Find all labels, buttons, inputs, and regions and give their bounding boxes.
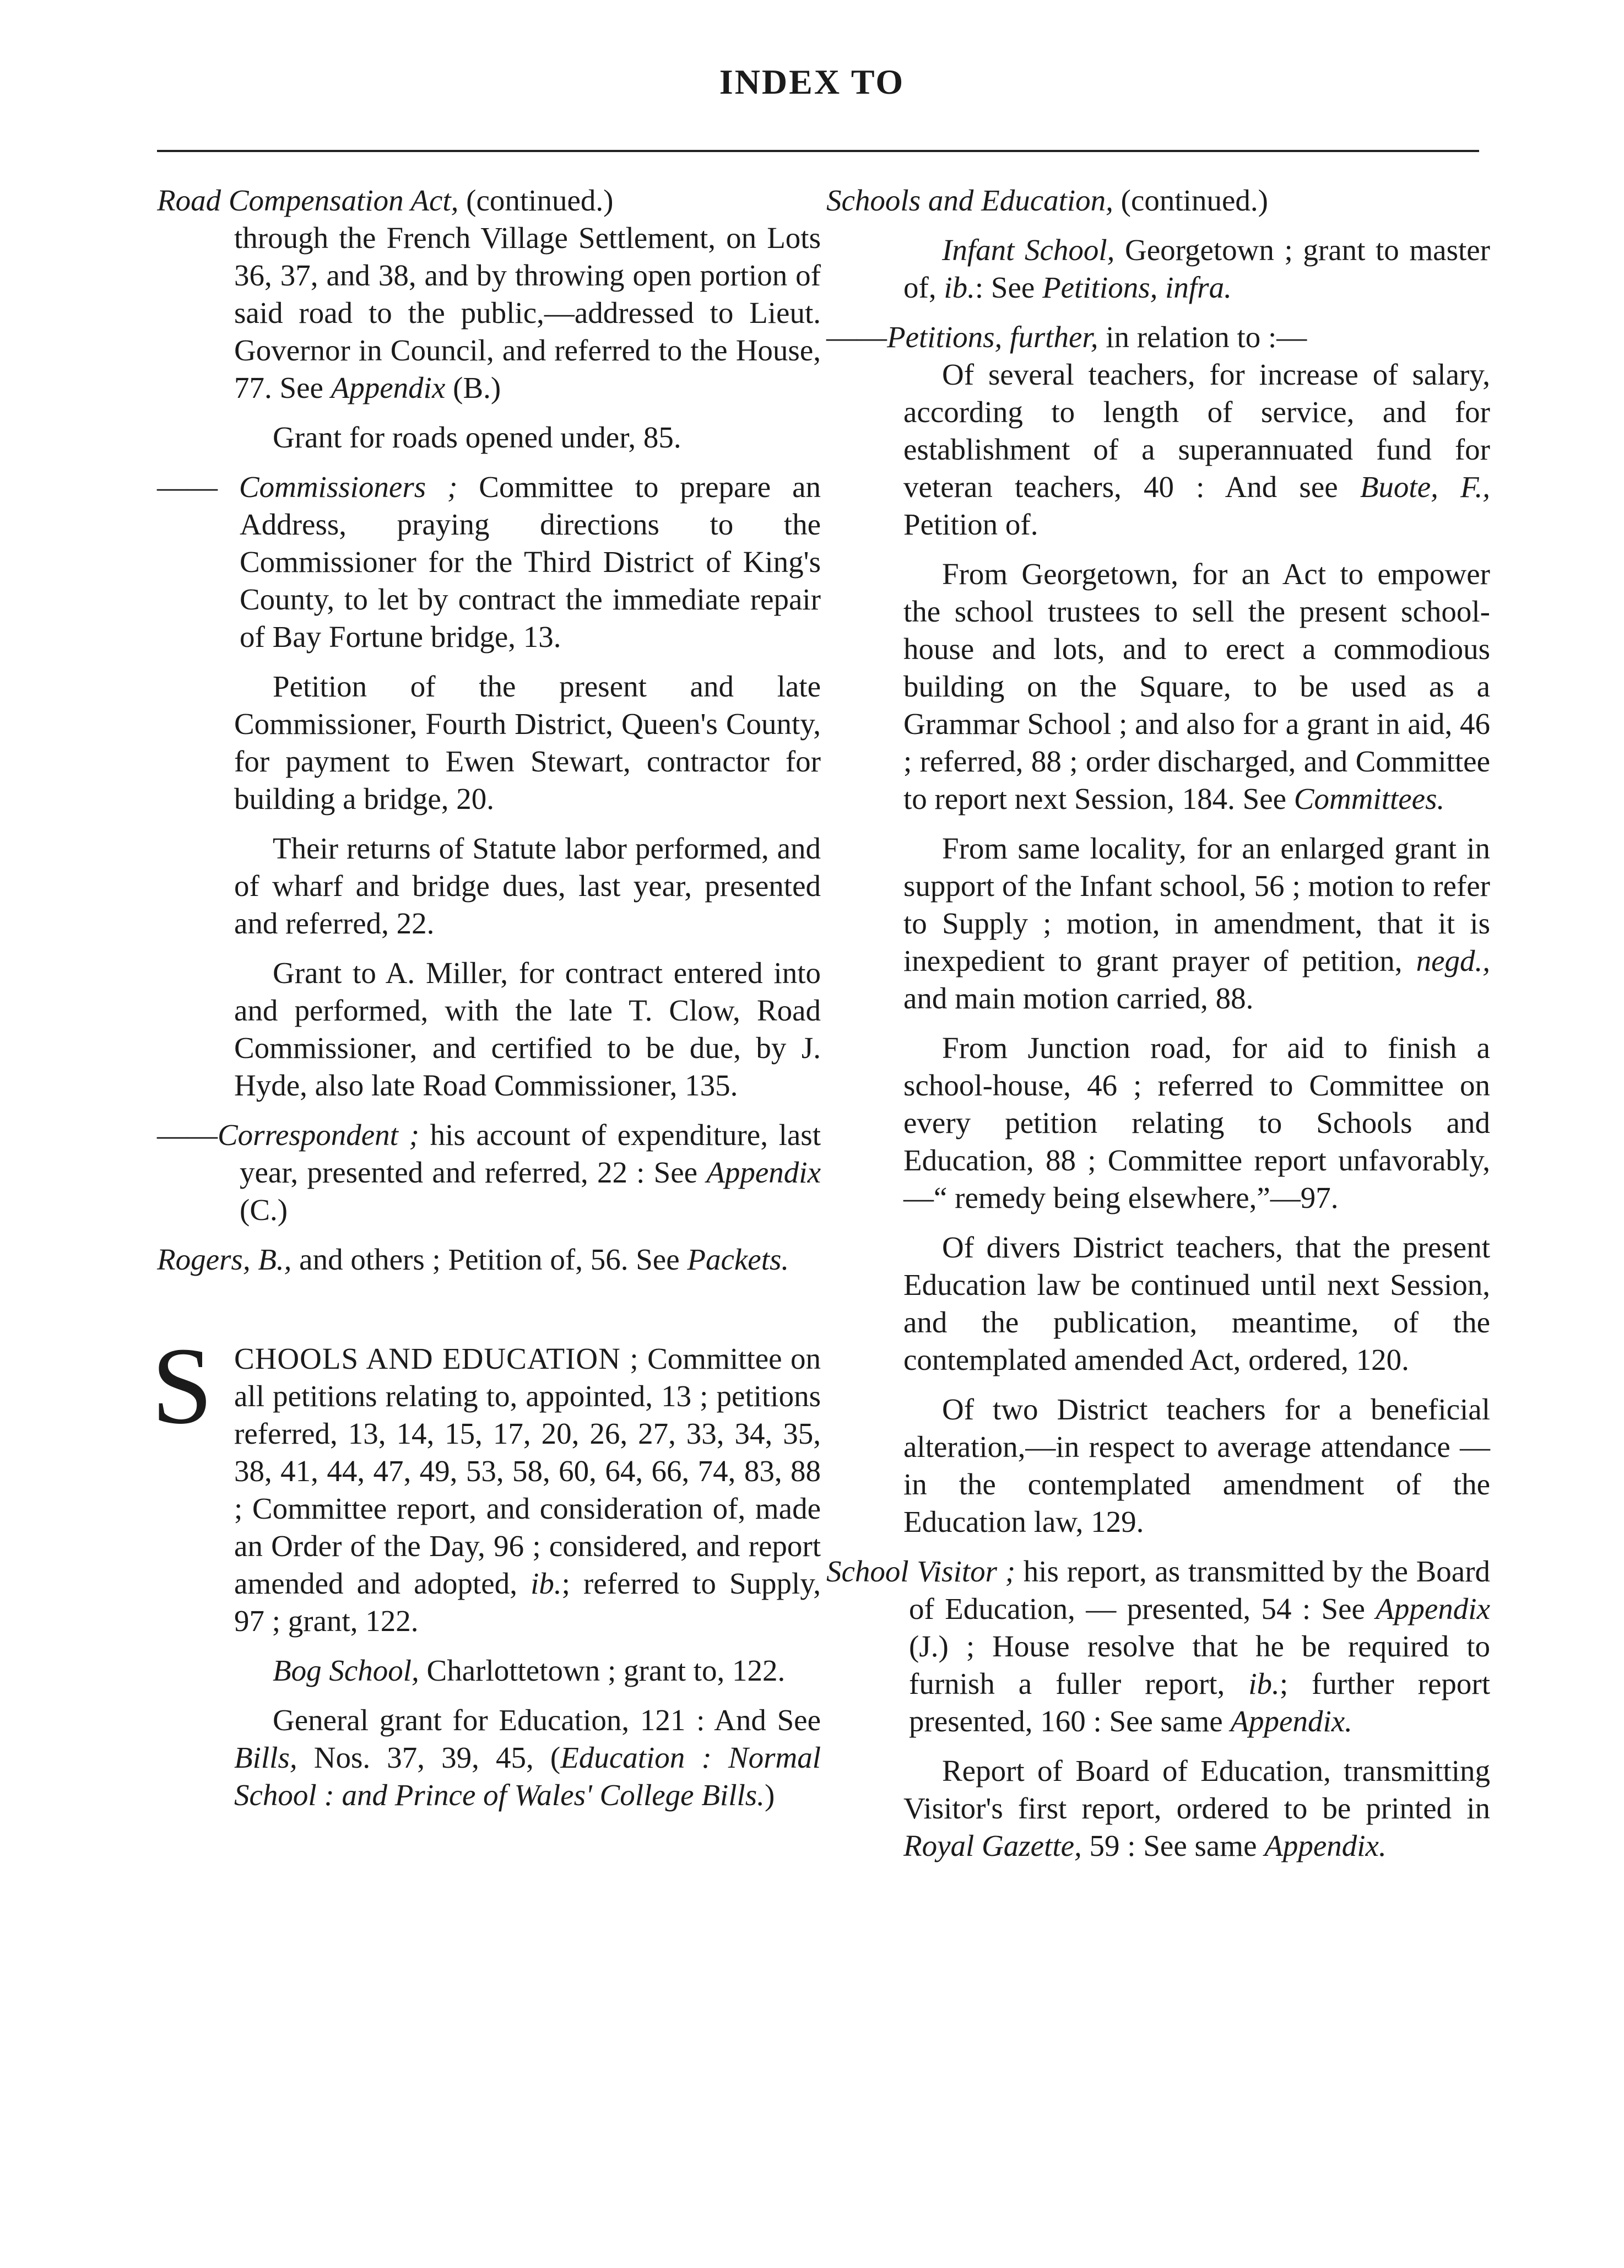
entry-commissioners: —— Commissioners ; Committee to prepare an Address, praying directions to the Commissioner for the Third District of King's County, to let by contract the immediate repair of Bay Fortune bridge, 13. bbox=[157, 470, 821, 654]
petition-district-teachers: Of divers District teachers, that the present Education law be continued until next Session, and the publication, meantime, of the contemplated amended Act, ordered, 120. bbox=[903, 1230, 1490, 1376]
general-grant: General grant for Education, 121 : And See Bills, Nos. 37, 39, 45, (Education : Normal School : and Prince of Wales' College Bills.) bbox=[234, 1703, 821, 1812]
entry-petitions-further: ——Petitions, further, in relation to :— bbox=[826, 320, 1307, 354]
board-report: Report of Board of Education, transmitting Visitor's first report, ordered to be printed in Royal Gazette, 59 : See same Appendix. bbox=[903, 1754, 1490, 1862]
infant-school: Infant School, Georgetown ; grant to master of, ib.: See Petitions, infra. bbox=[903, 233, 1490, 304]
entry-schools-continued: Schools and Education, (continued.) bbox=[826, 183, 1268, 217]
entry-heading: Road Compensation Act, bbox=[157, 183, 459, 217]
commissioners-petition: Petition of the present and late Commissioner, Fourth District, Queen's County, for payment to Ewen Stewart, contractor for building a bridge, 20. bbox=[234, 669, 821, 816]
header-rule bbox=[157, 150, 1479, 152]
entry-road-compensation: Road Compensation Act, (continued.) bbox=[157, 183, 614, 217]
road-compensation-text: through the French Village Settlement, on Lots 36, 37, and 38, and by throwing open portion of said road to the public,—addressed to Lieut. Governor in Council, and referred to the House, 77. See Appendix (B.) bbox=[234, 221, 821, 404]
entry-correspondent: ——Correspondent ; his account of expenditure, last year, presented and referred, 22 : See Appendix (C.) bbox=[157, 1118, 821, 1227]
right-column bbox=[826, 182, 1490, 1877]
entry-rogers: Rogers, B., and others ; Petition of, 56. See Packets. bbox=[157, 1243, 789, 1276]
commissioners-grant: Grant to A. Miller, for contract entered into and performed, with the late T. Clow, Road Commissioner, and certified to be due, by J. Hyde, also late Road Commissioner, 135. bbox=[234, 956, 821, 1102]
commissioners-returns: Their returns of Statute labor performed, and of wharf and bridge dues, last year, presented and referred, 22. bbox=[234, 831, 821, 940]
petition-infant-school: From same locality, for an enlarged grant in support of the Infant school, 56 ; motion to refer to Supply ; motion, in amendment, that it is inexpedient to grant prayer of petition, negd., and main motion carried, 88. bbox=[903, 831, 1490, 1015]
road-grant: Grant for roads opened under, 85. bbox=[273, 420, 681, 454]
petition-junction-road: From Junction road, for aid to finish a school-house, 46 ; referred to Committee on every petition relating to Schools and Education, 88 ; Committee report unfavorably,—“ remedy being elsewhere,”—97. bbox=[903, 1031, 1490, 1214]
bog-school: Bog School, Charlottetown ; grant to, 122. bbox=[273, 1654, 786, 1687]
petition-georgetown: From Georgetown, for an Act to empower the school trustees to sell the present school-house and lots, and to erect a commodious building on the Square, to be used as a Grammar School ; and also for a grant in aid, 46 ; referred, 88 ; order discharged, and Committee to report next Session, 184. See Committees. bbox=[903, 557, 1490, 816]
page-title: INDEX TO bbox=[719, 62, 905, 101]
petition-two-teachers: Of two District teachers for a beneficial alteration,—in respect to average attendance — in the contemplated amendment of the Education law, 129. bbox=[903, 1392, 1490, 1538]
left-column bbox=[151, 182, 821, 1826]
petition-teachers-salary: Of several teachers, for increase of salary, according to length of service, and for establishment of a superannuated fund for veteran teachers, 40 : And see Buote, F., Petition of. bbox=[903, 358, 1491, 541]
entry-school-visitor: School Visitor ; his report, as transmitted by the Board of Education, — presented, 54 : See Appendix (J.) ; House resolve that he be required to furnish a fuller report, ib.; further report presented, 160 : See same Appendix. bbox=[826, 1554, 1491, 1738]
drop-cap: S bbox=[151, 1325, 213, 1447]
entry-schools-and-education: S CHOOLS AND EDUCATION ; Committee on all petitions relating to, appointed, 13 ; petitions referred, 13, 14, 15, 17, 20, 26, 27, 33, 34, 35, 38, 41, 44, 47, 49, 53, 58, 60, 64, 66, 74, 83, 88 ; Committee report, and consideration of, made an Order of the Day, 96 ; considered, and report amended and adopted, ib.; referred to Supply, 97 ; grant, 122. bbox=[151, 1325, 821, 1638]
